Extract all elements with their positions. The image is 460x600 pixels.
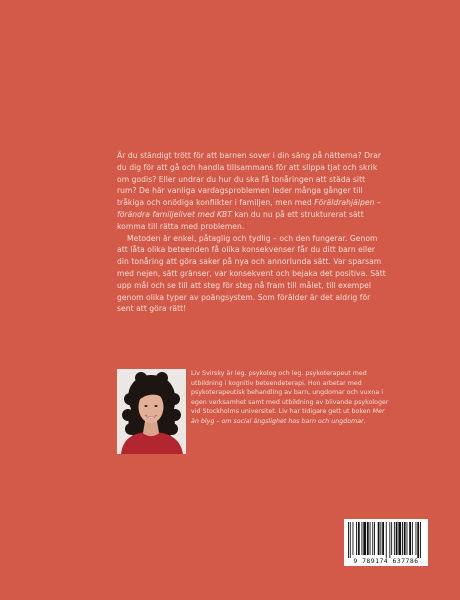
barcode-bar xyxy=(378,522,380,555)
author-section xyxy=(117,369,407,454)
barcode-bar xyxy=(362,522,363,555)
book-title: Föräldrahjälpen – förändra familjelivet med KBT xyxy=(117,198,381,219)
isbn-barcode xyxy=(344,519,428,566)
barcode-bar xyxy=(348,522,349,558)
bio-text: Liv Svirsky är leg. psykolog och leg. psykoterapeut med utbildning i kognitiv beteendeterapi. Hon arbetar med psykoterapeutisk behandling av barn, ungdomar och vuxna i egen verksamhet samt med utbildning av blivande psykologer vid Stockholms universitet. Liv har tidigare gett ut boken xyxy=(191,370,389,416)
barcode-bar xyxy=(402,522,403,555)
barcode-bar xyxy=(404,522,406,555)
isbn-number: 9 789174 637786 xyxy=(353,557,419,565)
barcode-bar xyxy=(398,522,401,555)
blurb-text: Är du ständigt trött för att barnen sover i din säng på nätterna? Drar du dig för att gå och handla tillsammans för att slippa tjat och skrik om godis? Eller undrar du hur du ska få tonåringen att städa sitt rum? De här vanliga vardagsproblemen leder många gånger till tråkiga och onödiga konflikter i familjen, men med xyxy=(117,151,382,208)
barcode-bar xyxy=(391,522,392,555)
barcode-bar xyxy=(356,522,357,555)
barcode-bar xyxy=(409,522,411,555)
barcode-bar xyxy=(370,522,371,555)
barcode-bar xyxy=(416,522,417,555)
barcode-bar xyxy=(372,522,373,555)
barcode-bar xyxy=(382,522,384,555)
barcode-bar xyxy=(407,522,408,555)
blurb-paragraph-1 xyxy=(117,150,387,233)
barcode-bar xyxy=(389,522,390,558)
barcode-bar xyxy=(350,522,351,558)
barcode-bar xyxy=(394,522,395,555)
barcode-bar xyxy=(420,522,421,558)
barcode-bar xyxy=(412,522,413,555)
barcode-bar xyxy=(353,522,354,555)
barcode-bar xyxy=(386,522,387,558)
barcode-bar xyxy=(367,522,369,555)
barcode-bar xyxy=(358,522,360,555)
barcode-bar xyxy=(380,522,381,555)
blurb xyxy=(117,150,387,315)
barcode-bar xyxy=(374,522,375,555)
author-photo xyxy=(117,369,186,454)
bio-text: . xyxy=(363,417,366,425)
barcode-bars xyxy=(344,519,428,559)
author-bio xyxy=(191,369,389,427)
blurb-paragraph-2: Metoden är enkel, påtaglig och tydlig – och den fungerar. Genom att låta olika beteenden få olika konsekvenser får du ditt barn eller din tonåring att göra saker på nya och annorlunda sätt. Var sparsam med nejen, sätt gränser, var konsekvent och bejaka det positiva. Sätt upp mål och se till att steg för steg nå fram till målet, till exempel genom olika typer av poängsystem. Som förälder är det aldrig för sent att göra rätt! xyxy=(117,233,386,314)
barcode-bar xyxy=(396,522,398,555)
barcode-bar xyxy=(363,522,366,555)
earlier-book-title: Mer än blyg – om social ängslighet hos barn och ungdomar xyxy=(191,408,385,425)
blurb-text: kan du nu på ett strukturerat sätt komma till rätta med problemen. xyxy=(117,209,364,231)
barcode-bar xyxy=(417,522,419,558)
